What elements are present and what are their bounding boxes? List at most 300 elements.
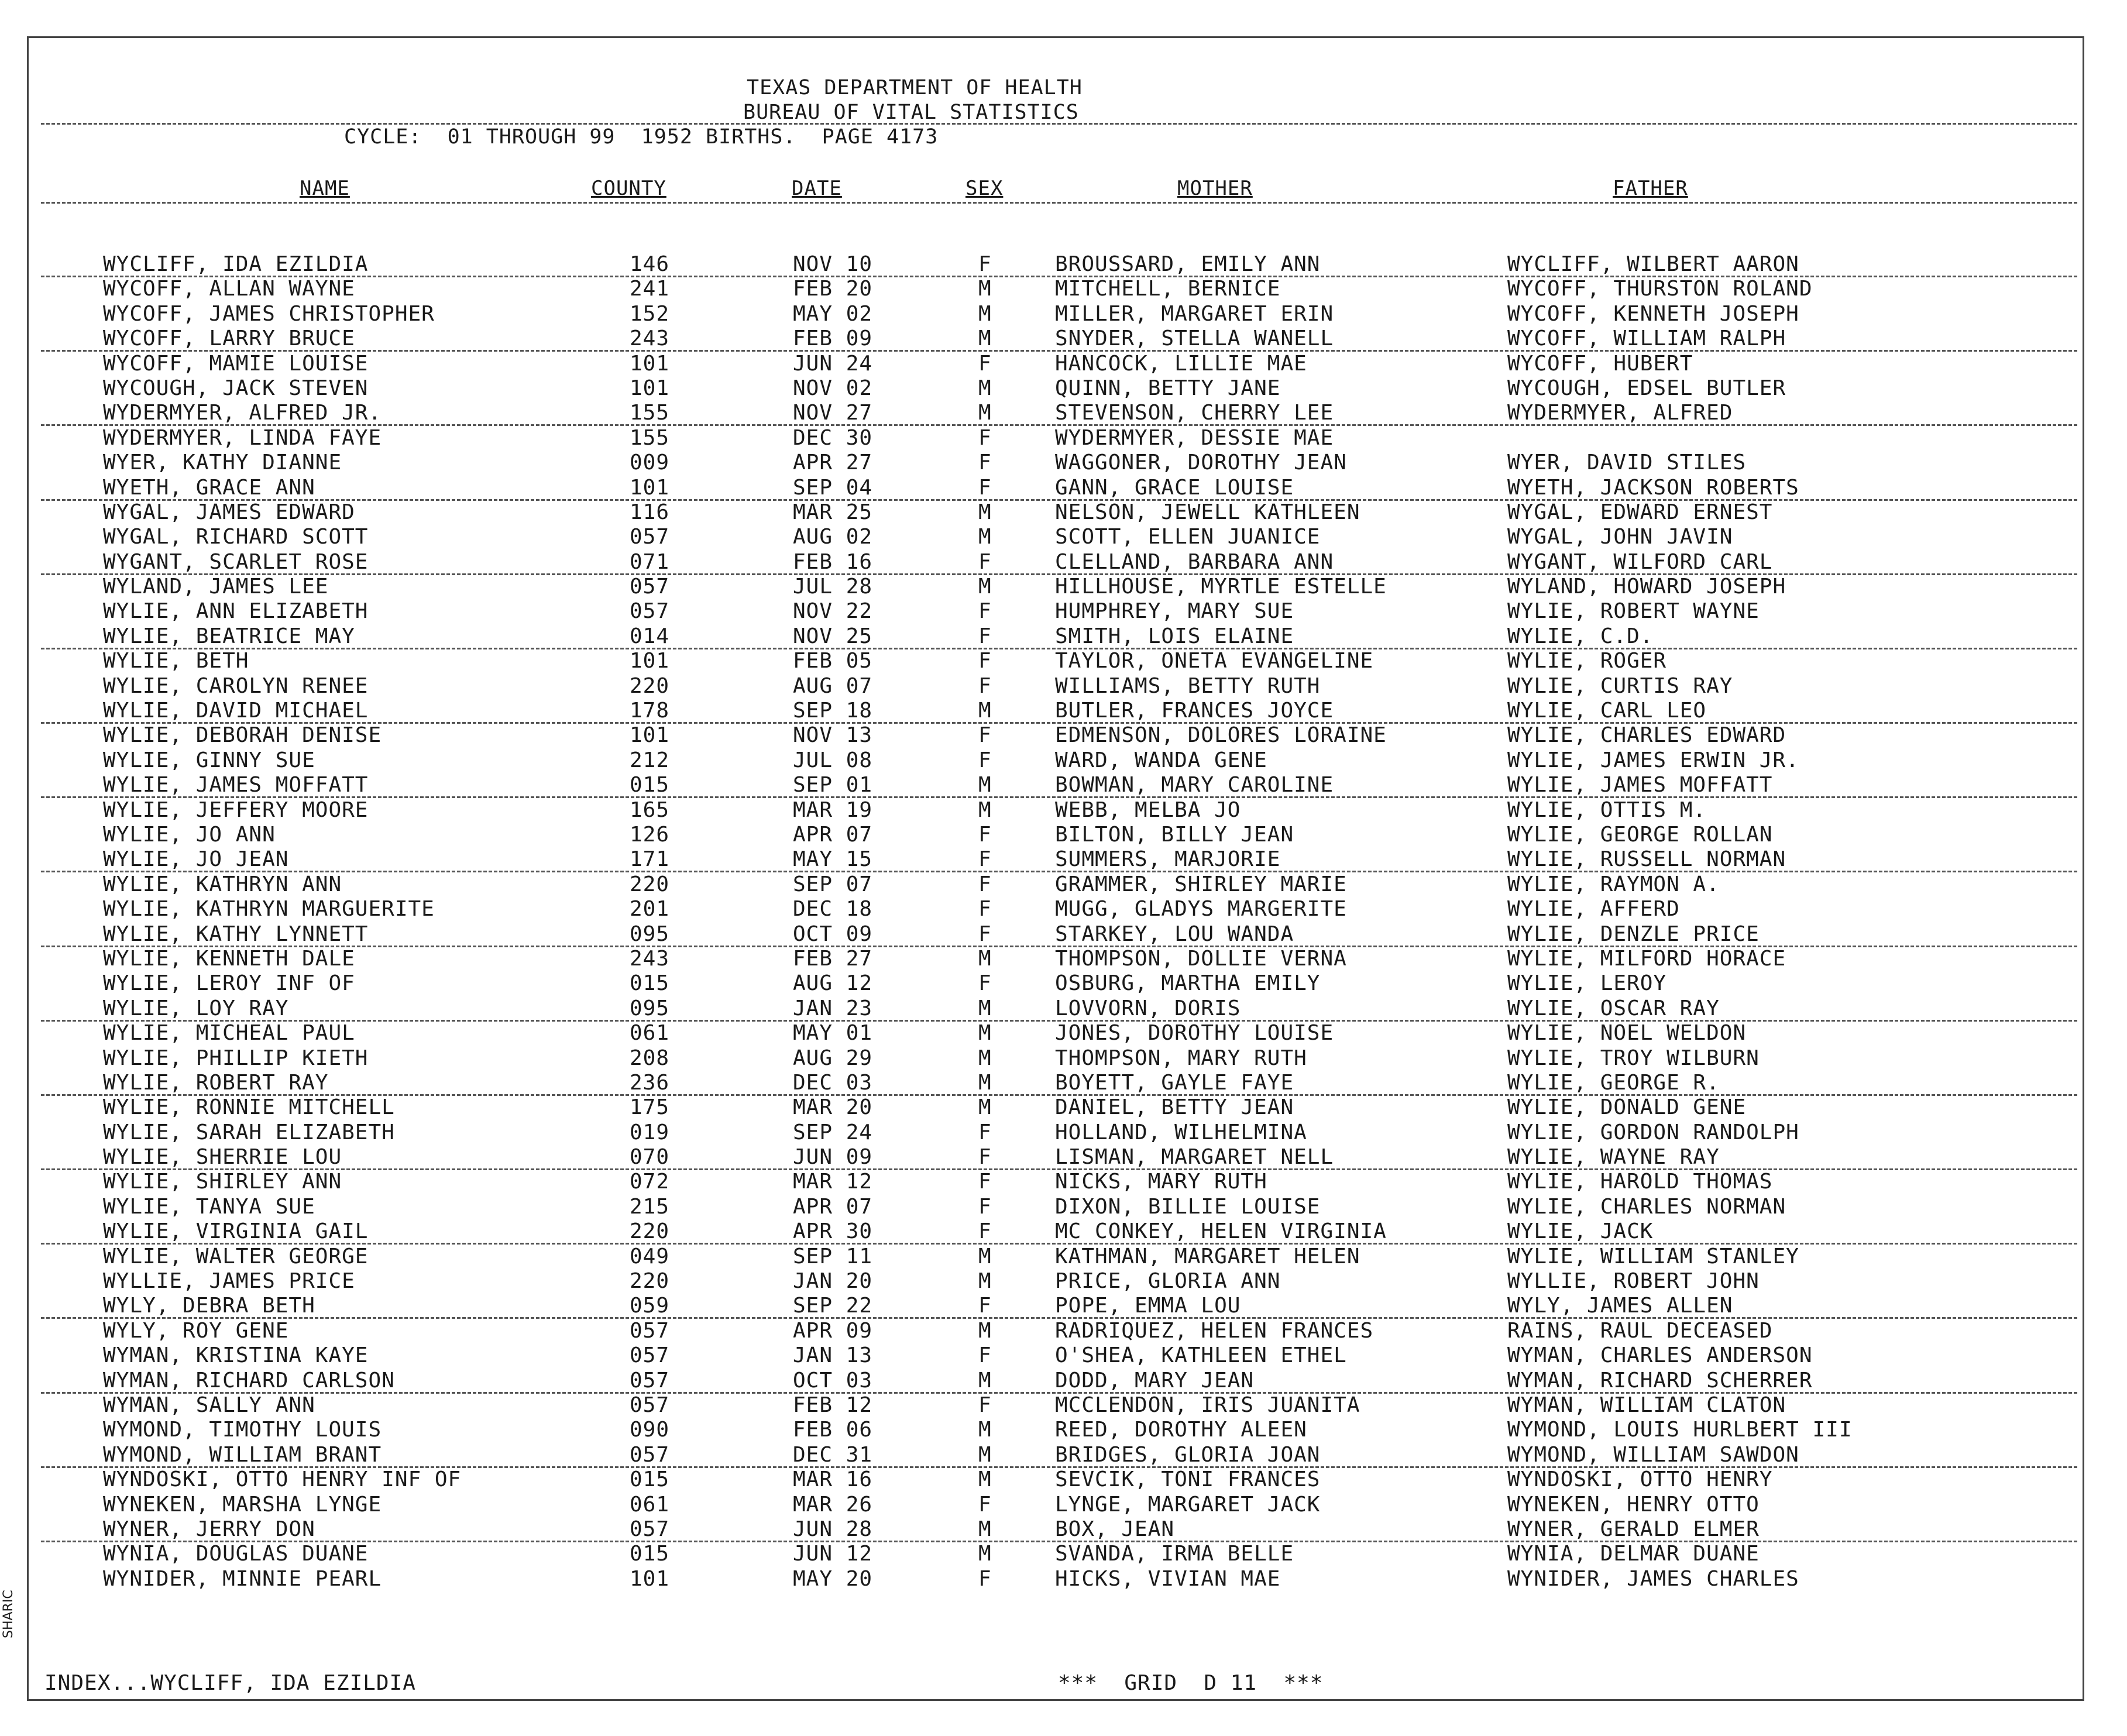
cell-mother: LISMAN, MARGARET NELL	[1055, 1145, 1334, 1170]
cell-mother: MCCLENDON, IRIS JUANITA	[1055, 1393, 1360, 1417]
cell-name: WYLIE, KATHRYN MARGUERITE	[103, 897, 435, 922]
cell-county: 243	[630, 946, 670, 971]
cell-sex: F	[978, 971, 992, 996]
cell-date: FEB 06	[793, 1418, 873, 1442]
table-row	[0, 674, 2127, 699]
cell-sex: M	[978, 301, 992, 326]
cell-county: 101	[630, 649, 670, 673]
table-row	[0, 971, 2127, 996]
cell-county: 201	[630, 897, 670, 922]
cell-father: WYMAN, RICHARD SCHERRER	[1507, 1368, 1813, 1393]
cell-mother: SCOTT, ELLEN JUANICE	[1055, 525, 1321, 549]
table-row	[0, 897, 2127, 922]
cell-date: SEP 11	[793, 1244, 873, 1269]
cell-date: JUN 28	[793, 1517, 873, 1541]
cell-mother: LOVVORN, DORIS	[1055, 996, 1241, 1020]
table-row	[0, 599, 2127, 624]
cell-date: JUN 24	[793, 351, 873, 376]
cell-mother: REED, DOROTHY ALEEN	[1055, 1418, 1307, 1442]
cell-name: WYGAL, JAMES EDWARD	[103, 500, 355, 524]
cell-date: JAN 23	[793, 996, 873, 1020]
cell-name: WYLIE, PHILLIP KIETH	[103, 1046, 369, 1070]
footer-grid: *** GRID D 11 ***	[1058, 1671, 1324, 1695]
column-header-date: DATE	[792, 177, 842, 200]
cell-sex: F	[978, 897, 992, 922]
cell-name: WYLIE, LEROY INF OF	[103, 971, 355, 996]
table-row	[0, 476, 2127, 500]
cell-sex: M	[978, 1070, 992, 1095]
cell-sex: F	[978, 748, 992, 772]
cell-date: DEC 18	[793, 897, 873, 922]
cell-father: WYMAN, WILLIAM CLATON	[1507, 1393, 1786, 1417]
cell-name: WYLIE, DEBORAH DENISE	[103, 723, 382, 748]
table-row	[0, 277, 2127, 301]
cell-father: WYGAL, EDWARD ERNEST	[1507, 500, 1773, 524]
cell-mother: WARD, WANDA GENE	[1055, 748, 1267, 772]
table-row	[0, 1145, 2127, 1170]
cell-name: WYER, KATHY DIANNE	[103, 451, 342, 475]
cell-sex: F	[978, 1492, 992, 1517]
cell-date: AUG 07	[793, 673, 873, 698]
cell-mother: BRIDGES, GLORIA JOAN	[1055, 1442, 1321, 1467]
cell-sex: F	[978, 872, 992, 896]
cell-sex: F	[978, 1294, 992, 1318]
cell-name: WYLIE, LOY RAY	[103, 996, 289, 1020]
cell-father: WYMAN, CHARLES ANDERSON	[1507, 1343, 1813, 1368]
cell-name: WYLIE, SHERRIE LOU	[103, 1145, 342, 1170]
cell-mother: GANN, GRACE LOUISE	[1055, 475, 1294, 500]
cell-county: 095	[630, 996, 670, 1020]
header-line1: TEXAS DEPARTMENT OF HEALTH	[747, 76, 1083, 99]
cell-sex: F	[978, 425, 992, 450]
cell-county: 175	[630, 1095, 670, 1120]
table-row	[0, 1343, 2127, 1368]
table-row	[0, 847, 2127, 872]
table-row	[0, 1219, 2127, 1244]
table-row	[0, 1071, 2127, 1095]
cell-sex: F	[978, 1170, 992, 1194]
cell-sex: M	[978, 1244, 992, 1269]
cell-county: 155	[630, 401, 670, 425]
table-row	[0, 947, 2127, 971]
cell-county: 090	[630, 1418, 670, 1442]
cell-father: WYLIE, DONALD GENE	[1507, 1095, 1747, 1120]
cell-father: WYLIE, RAYMON A.	[1507, 872, 1720, 896]
table-row	[0, 575, 2127, 599]
cell-name: WYLIE, SARAH ELIZABETH	[103, 1120, 395, 1144]
cell-father: WYNEKEN, HENRY OTTO	[1507, 1492, 1760, 1517]
cell-name: WYMOND, TIMOTHY LOUIS	[103, 1418, 382, 1442]
table-row	[0, 1369, 2127, 1393]
cell-mother: DANIEL, BETTY JEAN	[1055, 1095, 1294, 1120]
cell-county: 061	[630, 1021, 670, 1046]
cell-mother: BILTON, BILLY JEAN	[1055, 822, 1294, 847]
table-row	[0, 996, 2127, 1021]
cell-sex: M	[978, 376, 992, 400]
column-header-father: FATHER	[1613, 177, 1688, 200]
cell-sex: M	[978, 500, 992, 524]
cell-sex: M	[978, 1542, 992, 1566]
cell-county: 057	[630, 599, 670, 624]
cell-father: WYMOND, LOUIS HURLBERT III	[1507, 1418, 1853, 1442]
cell-mother: BOX, JEAN	[1055, 1517, 1175, 1541]
cell-county: 220	[630, 1269, 670, 1294]
cell-name: WYDERMYER, ALFRED JR.	[103, 401, 382, 425]
cell-sex: M	[978, 1467, 992, 1492]
cell-name: WYLIE, JO ANN	[103, 822, 276, 847]
cell-father: WYLIE, DENZLE PRICE	[1507, 922, 1760, 946]
cell-date: JAN 13	[793, 1343, 873, 1368]
cell-name: WYLIE, RONNIE MITCHELL	[103, 1095, 395, 1120]
cell-name: WYLIE, JEFFERY MOORE	[103, 797, 369, 822]
cell-father: WYCOUGH, EDSEL BUTLER	[1507, 376, 1786, 400]
cell-name: WYLIE, JAMES MOFFATT	[103, 773, 369, 797]
cell-date: JAN 20	[793, 1269, 873, 1294]
cell-county: 070	[630, 1145, 670, 1170]
cell-mother: SVANDA, IRMA BELLE	[1055, 1542, 1294, 1566]
cell-name: WYLIE, KATHRYN ANN	[103, 872, 342, 896]
cell-sex: F	[978, 1393, 992, 1417]
cell-name: WYLIE, BEATRICE MAY	[103, 624, 355, 648]
cell-date: DEC 31	[793, 1442, 873, 1467]
table-row	[0, 1294, 2127, 1318]
cell-sex: M	[978, 797, 992, 822]
cell-sex: M	[978, 326, 992, 351]
cell-father: WYGANT, WILFORD CARL	[1507, 549, 1773, 574]
cell-county: 059	[630, 1294, 670, 1318]
cell-father: WYLIE, CHARLES EDWARD	[1507, 723, 1786, 748]
cell-date: APR 07	[793, 822, 873, 847]
cell-father: WYMOND, WILLIAM SAWDON	[1507, 1442, 1799, 1467]
cell-name: WYGANT, SCARLET ROSE	[103, 549, 369, 574]
cell-father: WYGAL, JOHN JAVIN	[1507, 525, 1733, 549]
table-row	[0, 1269, 2127, 1294]
cell-mother: NELSON, JEWELL KATHLEEN	[1055, 500, 1360, 524]
cell-county: 015	[630, 971, 670, 996]
cell-sex: M	[978, 1318, 992, 1343]
cell-sex: F	[978, 475, 992, 500]
table-row	[0, 302, 2127, 326]
cell-name: WYLIE, ANN ELIZABETH	[103, 599, 369, 624]
table-row	[0, 823, 2127, 847]
table-row	[0, 1393, 2127, 1418]
cell-county: 126	[630, 822, 670, 847]
cell-father: WYER, DAVID STILES	[1507, 451, 1747, 475]
cell-date: MAY 15	[793, 847, 873, 872]
cell-date: APR 09	[793, 1318, 873, 1343]
cell-name: WYMAN, RICHARD CARLSON	[103, 1368, 395, 1393]
cell-name: WYLLIE, JAMES PRICE	[103, 1269, 355, 1294]
cell-sex: M	[978, 525, 992, 549]
table-row	[0, 798, 2127, 823]
cell-county: 057	[630, 1442, 670, 1467]
column-header-name: NAME	[300, 177, 350, 200]
cell-county: 072	[630, 1170, 670, 1194]
cell-name: WYMAN, SALLY ANN	[103, 1393, 315, 1417]
cell-father: WYCOFF, HUBERT	[1507, 351, 1693, 376]
cell-sex: M	[978, 401, 992, 425]
cell-date: JUL 28	[793, 575, 873, 599]
column-header-sex: SEX	[965, 177, 1004, 200]
cell-county: 057	[630, 1368, 670, 1393]
cell-mother: STARKEY, LOU WANDA	[1055, 922, 1294, 946]
cell-county: 171	[630, 847, 670, 872]
table-row	[0, 1493, 2127, 1517]
cell-mother: POPE, EMMA LOU	[1055, 1294, 1241, 1318]
table-row	[0, 1095, 2127, 1120]
table-row	[0, 1443, 2127, 1467]
cell-name: WYGAL, RICHARD SCOTT	[103, 525, 369, 549]
cell-county: 009	[630, 451, 670, 475]
table-row	[0, 723, 2127, 748]
cell-county: 015	[630, 773, 670, 797]
cell-name: WYCLIFF, IDA EZILDIA	[103, 252, 369, 276]
cell-date: JUL 08	[793, 748, 873, 772]
cell-father: WYNER, GERALD ELMER	[1507, 1517, 1760, 1541]
cell-sex: M	[978, 1269, 992, 1294]
cell-county: 220	[630, 872, 670, 896]
table-row	[0, 451, 2127, 475]
cell-mother: MILLER, MARGARET ERIN	[1055, 301, 1334, 326]
cell-county: 057	[630, 1343, 670, 1368]
cell-father: WYDERMYER, ALFRED	[1507, 401, 1733, 425]
cell-date: SEP 01	[793, 773, 873, 797]
cell-father: WYLIE, HAROLD THOMAS	[1507, 1170, 1773, 1194]
cell-sex: M	[978, 1517, 992, 1541]
cell-sex: F	[978, 1120, 992, 1144]
cell-mother: HILLHOUSE, MYRTLE ESTELLE	[1055, 575, 1387, 599]
cell-county: 220	[630, 1219, 670, 1244]
cell-father: WYLIE, C.D.	[1507, 624, 1654, 648]
table-row	[0, 326, 2127, 351]
cell-name: WYLY, DEBRA BETH	[103, 1294, 315, 1318]
cell-mother: THOMPSON, MARY RUTH	[1055, 1046, 1307, 1070]
records-list	[0, 252, 2127, 1591]
table-row	[0, 649, 2127, 673]
cell-name: WYLIE, CAROLYN RENEE	[103, 673, 369, 698]
cell-mother: SNYDER, STELLA WANELL	[1055, 326, 1334, 351]
cell-county: 049	[630, 1244, 670, 1269]
column-header-county: COUNTY	[591, 177, 666, 200]
cell-sex: F	[978, 1566, 992, 1591]
table-row	[0, 872, 2127, 897]
cell-father: WYLIE, MILFORD HORACE	[1507, 946, 1786, 971]
cell-mother: O'SHEA, KATHLEEN ETHEL	[1055, 1343, 1347, 1368]
cell-father: WYLLIE, ROBERT JOHN	[1507, 1269, 1760, 1294]
cell-mother: HOLLAND, WILHELMINA	[1055, 1120, 1307, 1144]
table-row	[0, 525, 2127, 549]
cell-mother: BUTLER, FRANCES JOYCE	[1055, 699, 1334, 723]
cell-name: WYNIDER, MINNIE PEARL	[103, 1566, 382, 1591]
cell-county: 015	[630, 1542, 670, 1566]
cell-date: AUG 02	[793, 525, 873, 549]
table-row	[0, 1120, 2127, 1145]
cell-date: FEB 05	[793, 649, 873, 673]
cell-name: WYCOFF, ALLAN WAYNE	[103, 277, 355, 301]
cell-father: WYETH, JACKSON ROBERTS	[1507, 475, 1799, 500]
cell-name: WYLY, ROY GENE	[103, 1318, 289, 1343]
cell-name: WYNER, JERRY DON	[103, 1517, 315, 1541]
cell-mother: RADRIQUEZ, HELEN FRANCES	[1055, 1318, 1374, 1343]
cell-mother: WAGGONER, DOROTHY JEAN	[1055, 451, 1347, 475]
cell-sex: M	[978, 1095, 992, 1120]
cell-county: 015	[630, 1467, 670, 1492]
cell-county: 236	[630, 1070, 670, 1095]
cell-mother: MUGG, GLADYS MARGERITE	[1055, 897, 1347, 922]
table-row	[0, 1467, 2127, 1492]
cell-county: 215	[630, 1194, 670, 1219]
cell-date: AUG 29	[793, 1046, 873, 1070]
cell-mother: HUMPHREY, MARY SUE	[1055, 599, 1294, 624]
cell-name: WYLIE, JO JEAN	[103, 847, 289, 872]
cell-date: NOV 13	[793, 723, 873, 748]
table-row	[0, 500, 2127, 525]
cell-sex: M	[978, 1046, 992, 1070]
cell-mother: EDMENSON, DOLORES LORAINE	[1055, 723, 1387, 748]
cell-name: WYDERMYER, LINDA FAYE	[103, 425, 382, 450]
cell-mother: THOMPSON, DOLLIE VERNA	[1055, 946, 1347, 971]
cell-county: 019	[630, 1120, 670, 1144]
cell-county: 057	[630, 1517, 670, 1541]
cell-name: WYLIE, KATHY LYNNETT	[103, 922, 369, 946]
cell-date: SEP 07	[793, 872, 873, 896]
cell-father: WYLIE, ROBERT WAYNE	[1507, 599, 1760, 624]
cell-father: WYLIE, GORDON RANDOLPH	[1507, 1120, 1799, 1144]
cell-sex: M	[978, 699, 992, 723]
cell-sex: F	[978, 252, 992, 276]
header-line2: BUREAU OF VITAL STATISTICS	[743, 101, 1079, 124]
cell-sex: F	[978, 1194, 992, 1219]
cell-father: WYLIE, JACK	[1507, 1219, 1654, 1244]
cell-father: WYLIE, CURTIS RAY	[1507, 673, 1733, 698]
cell-mother: HANCOCK, LILLIE MAE	[1055, 351, 1307, 376]
cell-county: 101	[630, 723, 670, 748]
header-divider	[41, 123, 2077, 125]
table-row	[0, 1567, 2127, 1591]
cell-mother: WILLIAMS, BETTY RUTH	[1055, 673, 1321, 698]
table-row	[0, 401, 2127, 425]
cell-name: WYLIE, ROBERT RAY	[103, 1070, 329, 1095]
cell-mother: LYNGE, MARGARET JACK	[1055, 1492, 1321, 1517]
table-row	[0, 1542, 2127, 1566]
cell-father: WYNDOSKI, OTTO HENRY	[1507, 1467, 1773, 1492]
cell-county: 014	[630, 624, 670, 648]
cell-mother: GRAMMER, SHIRLEY MARIE	[1055, 872, 1347, 896]
table-row	[0, 624, 2127, 649]
cell-date: JUN 09	[793, 1145, 873, 1170]
cell-name: WYLIE, DAVID MICHAEL	[103, 699, 369, 723]
table-row	[0, 1021, 2127, 1046]
cell-county: 116	[630, 500, 670, 524]
cell-father: WYLIE, GEORGE R.	[1507, 1070, 1720, 1095]
cell-sex: M	[978, 773, 992, 797]
cell-mother: CLELLAND, BARBARA ANN	[1055, 549, 1334, 574]
cell-date: NOV 27	[793, 401, 873, 425]
cell-father: WYLIE, WAYNE RAY	[1507, 1145, 1720, 1170]
table-row	[0, 252, 2127, 277]
cell-father: WYCOFF, THURSTON ROLAND	[1507, 277, 1813, 301]
cell-father: WYLIE, RUSSELL NORMAN	[1507, 847, 1786, 872]
cell-date: DEC 30	[793, 425, 873, 450]
cell-name: WYMAN, KRISTINA KAYE	[103, 1343, 369, 1368]
cell-date: SEP 22	[793, 1294, 873, 1318]
cell-county: 220	[630, 673, 670, 698]
cell-father: WYCOFF, WILLIAM RALPH	[1507, 326, 1786, 351]
cell-mother: WEBB, MELBA JO	[1055, 797, 1241, 822]
cell-date: MAR 19	[793, 797, 873, 822]
cell-mother: QUINN, BETTY JANE	[1055, 376, 1281, 400]
column-header-divider	[41, 202, 2077, 204]
cell-name: WYNIA, DOUGLAS DUANE	[103, 1542, 369, 1566]
cell-mother: BROUSSARD, EMILY ANN	[1055, 252, 1321, 276]
cell-sex: F	[978, 847, 992, 872]
cell-date: DEC 03	[793, 1070, 873, 1095]
cell-sex: M	[978, 1442, 992, 1467]
cell-name: WYNEKEN, MARSHA LYNGE	[103, 1492, 382, 1517]
cell-county: 152	[630, 301, 670, 326]
cell-father: WYLIE, CHARLES NORMAN	[1507, 1194, 1786, 1219]
cell-county: 057	[630, 1393, 670, 1417]
table-row	[0, 922, 2127, 947]
cell-father: WYNIDER, JAMES CHARLES	[1507, 1566, 1799, 1591]
cell-mother: JONES, DOROTHY LOUISE	[1055, 1021, 1334, 1046]
cell-name: WYMOND, WILLIAM BRANT	[103, 1442, 382, 1467]
cell-date: MAR 25	[793, 500, 873, 524]
cell-name: WYLIE, GINNY SUE	[103, 748, 315, 772]
cell-sex: F	[978, 649, 992, 673]
table-row	[0, 773, 2127, 797]
cell-mother: HICKS, VIVIAN MAE	[1055, 1566, 1281, 1591]
cell-county: 095	[630, 922, 670, 946]
cell-mother: DODD, MARY JEAN	[1055, 1368, 1255, 1393]
cell-date: NOV 25	[793, 624, 873, 648]
column-header-mother: MOTHER	[1177, 177, 1253, 200]
cell-father: WYLIE, TROY WILBURN	[1507, 1046, 1760, 1070]
cell-county: 208	[630, 1046, 670, 1070]
cell-name: WYCOUGH, JACK STEVEN	[103, 376, 369, 400]
footer-index: INDEX...WYCLIFF, IDA EZILDIA	[44, 1671, 416, 1695]
cell-mother: BOWMAN, MARY CAROLINE	[1055, 773, 1334, 797]
table-row	[0, 1245, 2127, 1269]
cell-name: WYCOFF, JAMES CHRISTOPHER	[103, 301, 435, 326]
cell-name: WYLIE, BETH	[103, 649, 249, 673]
cell-father: WYLIE, JAMES ERWIN JR.	[1507, 748, 1799, 772]
cell-name: WYLIE, MICHEAL PAUL	[103, 1021, 355, 1046]
cell-sex: F	[978, 673, 992, 698]
cell-sex: F	[978, 822, 992, 847]
cell-father: WYCOFF, KENNETH JOSEPH	[1507, 301, 1799, 326]
cell-name: WYLIE, WALTER GEORGE	[103, 1244, 369, 1269]
cell-sex: M	[978, 996, 992, 1020]
cell-county: 101	[630, 376, 670, 400]
cell-father: WYLIE, OTTIS M.	[1507, 797, 1707, 822]
cell-county: 212	[630, 748, 670, 772]
cell-date: FEB 20	[793, 277, 873, 301]
cell-mother: SUMMERS, MARJORIE	[1055, 847, 1281, 872]
cell-father: WYLIE, OSCAR RAY	[1507, 996, 1720, 1020]
table-row	[0, 699, 2127, 723]
side-label: SHARIC	[1, 1590, 16, 1638]
cell-date: AUG 12	[793, 971, 873, 996]
cell-name: WYCOFF, MAMIE LOUISE	[103, 351, 369, 376]
table-row	[0, 1195, 2127, 1219]
cell-date: OCT 03	[793, 1368, 873, 1393]
cell-date: MAR 26	[793, 1492, 873, 1517]
cell-county: 071	[630, 549, 670, 574]
cell-date: APR 07	[793, 1194, 873, 1219]
table-row	[0, 426, 2127, 451]
cell-father: WYLAND, HOWARD JOSEPH	[1507, 575, 1786, 599]
